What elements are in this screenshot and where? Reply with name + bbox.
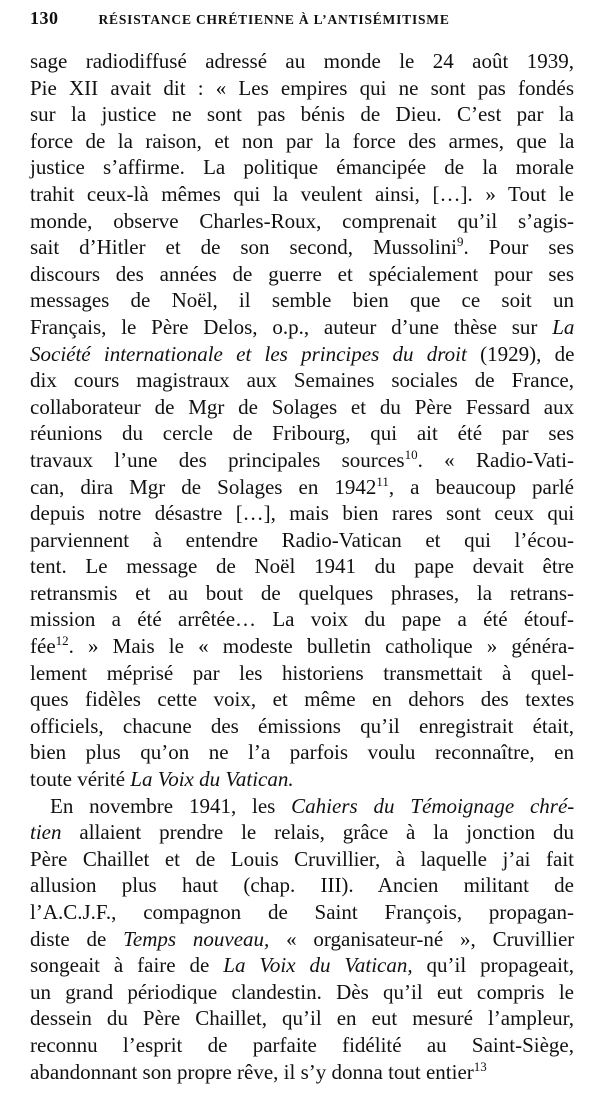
text-line: messages de Noël, il semble bien que ce soit un [30,288,574,313]
text-line: tent. Le message de Noël 1941 du pape devait être [30,554,574,579]
text-line [30,234,574,261]
text-line: parviennent à entendre Radio-Vatican et qui l’écou- [30,527,574,552]
footnote-ref-13: 13 [473,1058,487,1074]
text-fragment: fée [30,634,56,659]
text-line: lement méprisé par les historiens transmettait à quel- [30,660,574,685]
text-line: trahit ceux-là mêmes qui la veulent ainsi, […]. » Tout le [30,181,574,206]
text-fragment: toute vérité [30,767,126,792]
running-title: RÉSISTANCE CHRÉTIENNE À L’ANTISÉMITISME [98,12,450,27]
italic-title: tien [30,820,62,845]
text-fragment: qu’il propageait, [412,953,575,978]
italic-title: La Voix du Vatican, [223,953,413,978]
body-text [30,48,574,1085]
text-line: l’A.C.J.F., compagnon de Saint François, propagan- [30,900,574,924]
italic-title: Cahiers du Témoignage chré- [291,793,575,818]
italic-title: La Voix du Vatican. [130,767,294,792]
text-fragment: (1929), de [466,341,575,366]
text-fragment: . Pour ses [463,235,575,260]
text-line [30,952,574,979]
text-line [30,474,574,501]
text-line [30,341,574,368]
footnote-ref-10: 10 [404,446,418,462]
text-line: officiels, chacune des émissions qu’il enregistrait était, [30,713,574,738]
text-line [30,1059,574,1086]
text-line: sage radiodiffusé adressé au monde le 24 août 1939, [30,49,574,73]
text-line: Père Chaillet et de Louis Cruvillier, à laquelle j’ai fait [30,846,574,871]
text-line: reconnu l’esprit de parfaite fidélité au Saint-Siège, [30,1032,574,1057]
text-line: sur la justice ne sont pas bénis de Dieu. C’est par la [30,102,574,127]
text-fragment: . » Mais le « modeste bulletin catholique » généra- [68,634,575,659]
text-line: justice s’affirme. La politique émancipée de la morale [30,155,574,180]
text-fragment: songeait à faire de [30,953,210,978]
italic-title: Temps nouveau, [123,926,270,951]
text-line: un grand périodique clandestin. Dès qu’il eut compris le [30,979,574,1004]
text-fragment: sait d’Hitler et de son second, Mussolini [30,235,458,260]
text-line: depuis notre désastre […], mais bien rares sont ceux qui [30,501,575,526]
text-line: allusion plus haut (chap. III). Ancien militant de [30,873,574,898]
text-line [30,766,574,793]
text-line: ques fidèles cette voix, et même en dehors des textes [30,687,575,712]
text-line: collaborateur de Mgr de Solages et du Père Fessard aux [30,394,575,419]
text-fragment: . « Radio-Vati- [417,447,574,472]
running-header [30,8,576,36]
text-fragment: abandonnant son propre rêve, il s’y donna tout entier [30,1059,474,1084]
text-line: force de la raison, et non par la force des armes, que la [30,128,575,153]
text-line: mission a été arrêtée… La voix du pape a été étouf- [30,607,574,632]
paragraph-start-line [30,793,574,820]
text-fragment: can, dira Mgr de Solages en 1942 [30,474,377,499]
italic-title: Société internationale et les principes du droit [30,341,467,366]
text-fragment: , a beaucoup parlé [388,474,575,499]
text-fragment: « organisateur-né », Cruvillier [269,926,575,951]
text-line: retransmis et au bout de quelques phrases, la retrans- [30,580,574,605]
text-line: dix cours magistraux aux Semaines sociales de France, [30,368,574,393]
text-line [30,926,574,953]
footnote-ref-12: 12 [55,633,69,649]
italic-title: La [552,314,575,339]
text-fragment: travaux l’une des principales sources [30,447,405,472]
text-line [30,447,574,474]
text-fragment: Français, le Père Delos, o.p., auteur d’une thèse sur [30,314,538,339]
text-fragment: En novembre 1941, les [50,793,276,818]
footnote-ref-11: 11 [376,473,389,489]
text-line: dessein du Père Chaillet, qu’il en eut mesuré l’ampleur, [30,1006,574,1031]
text-line: discours des années de guerre et spécialement pour ses [30,261,574,286]
footnote-ref-9: 9 [457,234,464,250]
text-line: bien plus qu’on ne l’a parfois voulu reconnaître, en [30,740,574,765]
text-line: Pie XII avait dit : « Les empires qui ne sont pas fondés [30,75,574,100]
page-number: 130 [30,8,59,28]
text-fragment: diste de [30,926,107,951]
text-line: monde, observe Charles-Roux, comprenait qu’il s’agis- [30,208,574,233]
text-line [30,819,574,846]
text-line: réunions du cercle de Fribourg, qui ait été par ses [30,421,574,446]
text-line [30,314,574,341]
text-line [30,633,574,660]
text-fragment: allaient prendre le relais, grâce à la jonction du [79,820,574,845]
